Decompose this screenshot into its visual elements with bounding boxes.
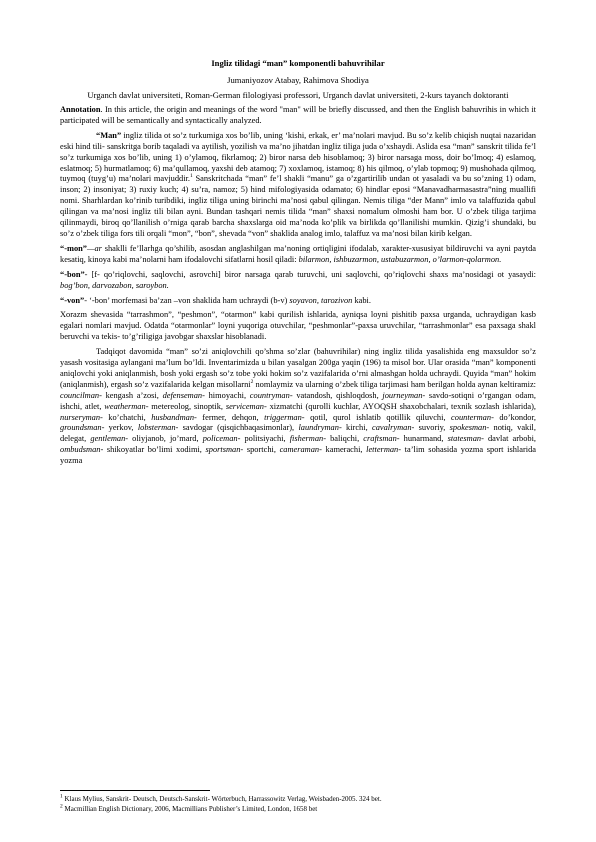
example-translation: - yerkov, [101, 423, 138, 433]
example-translation: - fermer, dehqon, [194, 412, 265, 422]
example-term: groundsman [60, 423, 102, 433]
example-term: spokesman [449, 423, 487, 433]
example-term: nurseryman [60, 412, 101, 422]
example-term: lobsterman [137, 423, 176, 433]
example-translation: - sportchi, [240, 445, 280, 455]
footnote-text: Klaus Mylius, Sanskrit- Deutsch, Deutsch-Sanskrit- Wörterbuch, Harrassowitz Verlag, Weisbaden-2005. 324 bet. [62, 795, 382, 803]
example-translation: - savdo-sotiqni o’rgangan odam, ishchi, atlet, [60, 390, 537, 411]
footnote-num: 1 [60, 793, 63, 800]
paragraph-mon [60, 244, 536, 266]
mon-ar: ar [94, 243, 102, 253]
example-term: countryman [249, 390, 290, 400]
von-text: - ‘-bon’ morfemasi ba’zan –von shaklida ham uchraydi (b-v) [84, 295, 290, 305]
footnote-text: Macmillian English Dictionary, 2006, Macmillians Publisher’s Limited, London, 1658 bet [62, 804, 318, 813]
example-translation: - ko’chatchi, [100, 412, 152, 422]
footnote-ref-2[interactable]: 2 [250, 379, 254, 386]
p1-text-1: ingliz tilida ot so’z turkumiga xos bo’lib, uning ‘kishi, erkak, er’ ma’nolari mavjud. Bu so’z kelib chiqish nuqtai nazaridan eski hind tili- sanskritga borib taqaladi va aytilish, yozilish va ma’no jihatdan ingliz tiliga juda o’xshaydi. Aslida esa “man” sanskrit tilida fe’l so’z turkumiga xos bo’lib, uning 1) o’ylamoq, fikrlamoq; 2) biror narsa deb hisoblamoq; 3) biror narsaga moss, doir bo’lmoq; 4) eslamoq, eslatmoq; 5) hurmatlamoq; 6) ma’qullamoq, yaxshi deb atamoq; 7) xoxlamoq, istamoq; 8) his qilmoq, o’ylab topmoq; 9) mushohada qilmoq, tuymoq (tuyg’u) ma’nolari mavjuddir. [60, 130, 536, 184]
example-translation: - kengash a’zosi, [99, 390, 163, 400]
example-term: gentleman [90, 434, 126, 444]
mon-examples: bilarmon, ishbuzarmon, ustabuzarmon, o’larmon-qolarmon. [298, 254, 502, 264]
footnotes [60, 795, 536, 814]
example-translation: - shikoyatlar bo’limi xodimi, [100, 445, 206, 455]
paragraph-bon [60, 270, 536, 292]
paragraph-research [60, 347, 536, 467]
footnote-num: 2 [60, 803, 63, 810]
p6-text-1: Tadqiqot davomida “man” so’zi aniqlovchili qo’shma so’zlar (bahuvrihilar) ning ingliz tilida yasalishida eng maxsuldor so’z yasash vositasiga aylangani ma’lum bo’ldi. Inventarimizda u bilan yasalgan 200ga yaqin (196) ta misol bor. Ular orasida “man” komponenti aniqlovchi yoki aniqlanmish, bosh yoki ergash so’z tobe yoki hokim so’z vazifalarida o’rni almashgan holda uchraydi. Quyida “man” hokim (aniqlanmish), ergash so’z vazifalarida kelgan misollarni [60, 347, 536, 389]
example-list [60, 391, 536, 465]
footnote-ref-1[interactable]: 1 [189, 173, 193, 180]
bon-term: “-bon” [60, 269, 85, 279]
paragraph-xorazm: Xorazm shevasida “tarrashmon”, “peshmon”, “otarmon” kabi qurilish ishlarida, ayniqsa loyni pishitib paxsa urganda, uchraydigan kasb egalari nomlari mavjud. Odatda “otarmonlar” loyni yuqoriga otuvchilar, “peshmonlar”-paxsa uruvchilar, “tarrashmonlar” esa paxsaga shakl beruvchi va tekis- to’g’riligiga javobgar shaxslar hisoblanadi. [60, 310, 536, 342]
example-term: weatherman [104, 401, 146, 411]
footnote-1 [60, 795, 536, 805]
example-translation: - do’kondor, [491, 412, 536, 422]
example-term: councilman [60, 390, 100, 400]
example-translation: - notiq, vakil, delegat, [60, 423, 536, 444]
example-translation: - baliqchi, [323, 434, 364, 444]
example-term: counterman [451, 412, 492, 422]
mon-term: “-mon” [60, 243, 87, 253]
authors: Jumaniyozov Atabay, Rahimova Shodiya [227, 75, 369, 85]
mon-dash: — [87, 243, 95, 253]
example-translation: - ta’lim sohasida yozma sport ishlarida yozma [60, 445, 536, 466]
example-term: serviceman [225, 401, 264, 411]
p1-text-2: Sanskritchada “man” fe’l shakli “manu” ga o’zgartirilib undan ot yasaladi va bu so’zning 1) odam, inson; 2) insoniyat; 3) ruxiy kuch; 4) su’ra, namoz; 5) hind mifologiyasida odamato; 6) hindlar eposi “Manavadharmasastra”ning muallifi nomi. Sharhlardan ko’rinib turibdiki, ingliz tiliga uning birinchi ma’nosi qabul qilingan. Nemis tiliga “der Mann” imlo va talaffuzida qabul qilingan va ma’nosi ingliz tili bilan ayni. Bundan tashqari nemis tilida “man” shaxsi nomalum olmoshi ham bor. U o’zbek tiliga tarjima qilinmaydi, biroq qo’llanilish o’rniga qarab barcha shaxslarga oid ma’noda ko’plik va birlikda qo’llanilishi mumkin. Qizig’i shundaki, bu so’z o’zbek tiliga fors tili orqali “mon”, “bon”, shevada “von” shaklida analog imlo, talaffuz va ma’nosi bilan kirib kelgan. [60, 174, 536, 238]
example-term: letterman [366, 445, 399, 455]
example-term: cameraman [279, 445, 320, 455]
footnote-divider [60, 790, 210, 791]
annotation [60, 105, 536, 127]
von-term: “-von” [60, 295, 85, 305]
annotation-label: Annotation [60, 105, 101, 114]
example-term: triggerman [264, 412, 302, 422]
von-examples: soyavon, tarozivon [289, 295, 353, 305]
example-translation: - oliyjanob, jo’mard, [125, 434, 203, 444]
example-term: craftsman [363, 434, 397, 444]
example-translation: - metereolog, sinoptik, [145, 401, 226, 411]
mon-text: shaklli fe’llarhga qo’shilib, asosdan anglashilgan ma’noning ortiqligini ifodalab, xarakter-xususiyat bildiruvchi va ayni paytda kesatiq, kinoya kabi ma’nolarni ham ifodalovchi sifatlarni hosil qiladi: [60, 243, 536, 264]
example-translation: - politsiyachi, [237, 434, 290, 444]
bon-text: - [f- qo’riqlovchi, saqlovchi, asrovchi] biror narsaga qarab turuvchi, uni saqlovchi, qo’riqlovchi shaxs ma’nosidagi ot yasaydi: [84, 269, 536, 279]
example-term: husbandman [151, 412, 195, 422]
annotation-text: . In this article, the origin and meanings of the word "man" will be briefly discussed, and then the English bahuvrihis in which it participated will be semantically and syntactically analyzed. [60, 105, 536, 125]
example-term: journeyman [382, 390, 423, 400]
example-term: sportsman [205, 445, 241, 455]
bon-examples: bog’bon, darvozabon, saroybon. [60, 280, 169, 290]
example-term: ombudsman [60, 445, 101, 455]
p6-text-2: nomlaymiz va ularning o’zbek tiliga tarjimasi ham berilgan holda aynan keltiramiz: [253, 379, 536, 389]
example-term: fisherman [289, 434, 324, 444]
example-term: defenseman [162, 390, 203, 400]
article [60, 58, 536, 471]
example-translation: - qotil, qurol ishlatib qotillik qiluvchi, [301, 412, 452, 422]
example-translation: - davlat arbobi, [481, 434, 536, 444]
affiliation: Urganch davlat universiteti, Roman-German filologiyasi professori, Urganch davlat universiteti, 2-kurs tayanch doktoranti [87, 90, 509, 100]
example-translation: - himoyachi, [202, 390, 250, 400]
von-end: kabi. [352, 295, 371, 305]
example-term: statesman [447, 434, 482, 444]
paragraph-von [60, 296, 536, 307]
example-term: policeman [202, 434, 238, 444]
article-title: Ingliz tilidagi “man” komponentli bahuvrihilar [211, 58, 385, 68]
man-term: “Man” [96, 130, 122, 140]
example-translation: - kamerachi, [319, 445, 367, 455]
example-translation: - suvoriy, [411, 423, 450, 433]
example-translation: - xizmatchi (qurolli kuchlar, AYOQSH shaxobchalari, texnik sozlash ishlarida), [263, 401, 537, 411]
example-term: cavalryman [372, 423, 412, 433]
example-translation: - kirchi, [338, 423, 372, 433]
example-term: laundryman [298, 423, 339, 433]
example-translation: - savdogar (qisqichbaqasimonlar), [175, 423, 299, 433]
paragraph-1 [60, 131, 536, 240]
footnote-2 [60, 805, 536, 815]
example-translation: - hunarmand, [396, 434, 448, 444]
example-translation: - vatandosh, qishloqdosh, [289, 390, 383, 400]
